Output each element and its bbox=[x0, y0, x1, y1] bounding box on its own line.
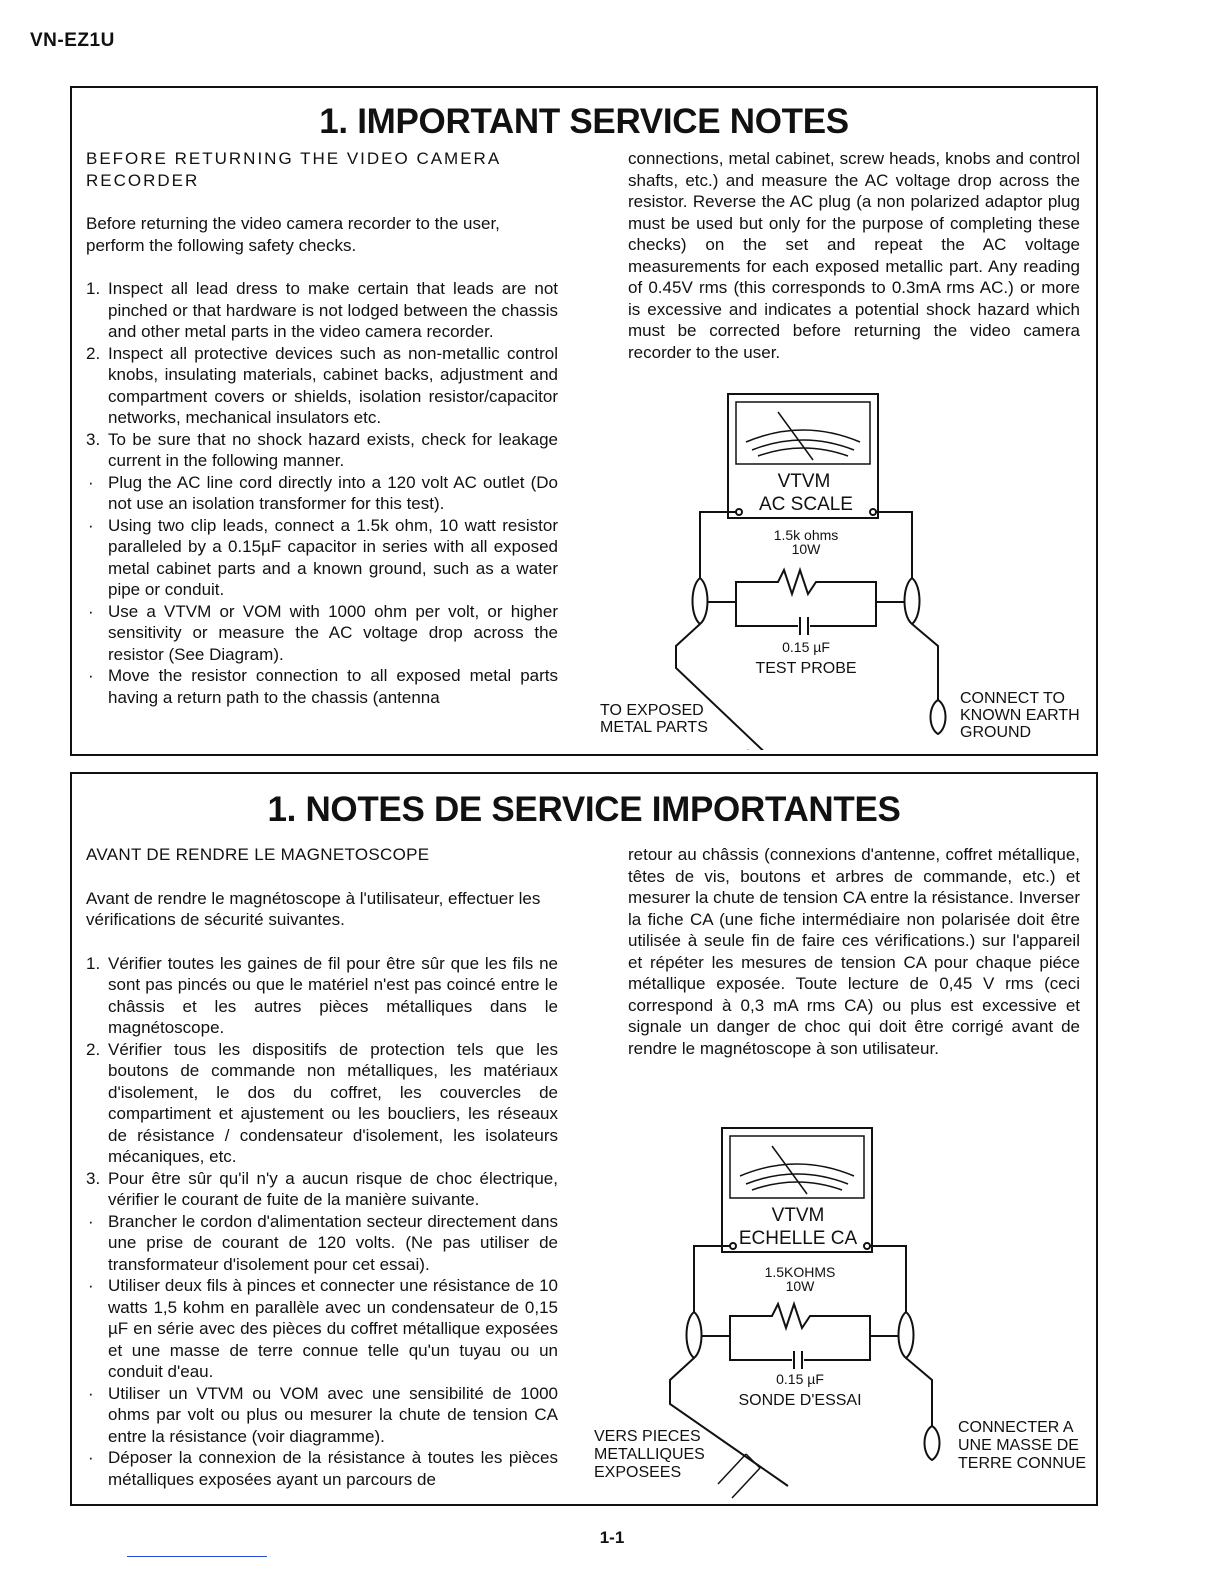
scale-label: ECHELLE CA bbox=[738, 1228, 858, 1249]
right-column bbox=[628, 844, 1080, 1059]
ground-label-line: GROUND bbox=[960, 724, 1032, 741]
resistor-label: 1.5KOHMS bbox=[764, 1264, 836, 1280]
left-clip-icon bbox=[693, 578, 708, 624]
bullet-item: · Using two clip leads, connect a 1.5k ohm, 10 watt resistor paralleled by a 0.15µF capacitor in series with all exposed metal cabinet parts and a known ground, such as a water pipe or conduit. bbox=[88, 515, 558, 599]
exposed-label-line: METALLIQUES bbox=[594, 1446, 705, 1463]
scale-label: AC SCALE bbox=[759, 494, 853, 515]
left-column bbox=[86, 844, 558, 1490]
resistor-icon bbox=[702, 1304, 898, 1336]
exposed-label-line: TO EXPOSED bbox=[600, 702, 704, 719]
english-notes-section bbox=[70, 86, 1098, 756]
list-item: 3. To be sure that no shock hazard exists, check for leakage current in the following manner. bbox=[86, 429, 558, 470]
list-item: 1. Vérifier toutes les gaines de fil pour être sûr que les fils ne sont pas pincés ou que le matériel n'est pas coincé entre le châssis et les autres pièces métalliques dans le magnétoscope. bbox=[86, 953, 558, 1037]
continued-paragraph: connections, metal cabinet, screw heads, knobs and control shafts, etc.) and measure the AC voltage drop across the resistor. Reverse the AC plug (a non polarized adaptor plug must be used but only for the purpose of completing these checks) on the set and repeat the AC voltage measurements for each exposed metallic part. Any reading of 0.45V rms (this corresponds to 0.3mA rms AC.) or more is excessive and indicates a potential shock hazard which must be corrected before returning the video camera recorder to the user. bbox=[628, 149, 1080, 362]
ground-label-line: CONNECTER A bbox=[958, 1419, 1074, 1436]
watt-label: 10W bbox=[791, 541, 821, 557]
ground-label-line: CONNECT TO bbox=[960, 690, 1065, 707]
intro-paragraph: Before returning the video camera recorder to the user, perform the following safety checks. bbox=[86, 214, 500, 255]
right-clip-icon bbox=[899, 1312, 914, 1358]
resistor-icon bbox=[708, 570, 904, 602]
footer-rule bbox=[127, 1556, 267, 1557]
leakage-test-diagram bbox=[598, 390, 1098, 750]
continued-paragraph: retour au châssis (connexions d'antenne, coffret métallique, têtes de vis, boutons et arbres de commande, etc.) et mesurer la chute de tension CA entre la résistance. Inverser la fiche CA (une fiche intermédiaire non polarisée doit être utilisée à seule fin de faire ces vérifications.) sur l'appareil et répéter les mesures de tension CA pour chaque piéce métallique exposée. Toute lecture de 0,45 V rms (ceci correspond à 0,3 mA rms CA) ou plus est excessive et signale un danger de choc qui doit être corrigé avant de rendre le magnétoscope à son utilisateur. bbox=[628, 845, 1080, 1058]
ground-clip-icon bbox=[931, 700, 946, 734]
resistor-label: 1.5k ohms bbox=[773, 527, 839, 543]
ground-label-line: TERRE CONNUE bbox=[958, 1455, 1087, 1472]
bullet-item: · Brancher le cordon d'alimentation secteur directement dans une prise de courant de 120 volts. (Ne pas utiliser de transformateur d'isolement pour cet essai). bbox=[88, 1211, 558, 1274]
capacitor-label: 0.15 µF bbox=[776, 1371, 824, 1387]
section-heading: AVANT DE RENDRE LE MAGNETOSCOPE bbox=[86, 845, 430, 864]
list-item: 1. Inspect all lead dress to make certain that leads are not pinched or that hardware is not lodged between the chassis and other metal parts in the video camera recorder. bbox=[86, 279, 558, 341]
bullet-item: · Utiliser deux fils à pinces et connecter une résistance de 10 watts 1,5 kohm en parallèle avec un condensateur de 0,15 µF en série avec des pièces du coffret métallique exposées et une masse de terre connue telle qu'un tuyau ou un conduit d'eau. bbox=[88, 1276, 558, 1381]
left-column bbox=[86, 148, 558, 708]
ground-label-line: KNOWN EARTH bbox=[960, 707, 1080, 724]
probe-label: SONDE D'ESSAI bbox=[738, 1392, 862, 1409]
bullet-item: · Move the resistor connection to all exposed metal parts having a return path to the chassis (antenna bbox=[88, 666, 558, 707]
model-number: VN-EZ1U bbox=[30, 30, 115, 51]
list-item: 2. Vérifier tous les dispositifs de protection tels que les boutons de commande non métalliques, les matériaux d'isolement, le dos du coffret, les couvercles de compartiment et ajustement ou les boucliers, les réseaux de résistance / condensateur d'isolement, les isolateurs mécaniques, etc. bbox=[86, 1039, 558, 1166]
exposed-label-line: VERS PIECES bbox=[594, 1428, 701, 1445]
meter-label: VTVM bbox=[771, 1205, 825, 1226]
right-clip-icon bbox=[905, 578, 920, 624]
french-notes-section bbox=[70, 772, 1098, 1506]
list-item: 2. Inspect all protective devices such as non-metallic control knobs, insulating materials, cabinet backs, adjustment and compartment covers or shields, isolation resistor/capacitor networks, mechanical insulators etc. bbox=[86, 343, 558, 427]
bullet-item: · Utiliser un VTVM ou VOM avec une sensibilité de 1000 ohms par volt ou plus ou mesurer la chute de tension CA entre la résistance (voir diagramme). bbox=[88, 1383, 558, 1446]
ground-clip-icon bbox=[925, 1426, 940, 1460]
capacitor-icon bbox=[730, 1336, 870, 1360]
intro-paragraph: Avant de rendre le magnétoscope à l'utilisateur, effectuer les vérifications de sécurité suivantes. bbox=[86, 888, 541, 929]
bullet-item: · Plug the AC line cord directly into a 120 volt AC outlet (Do not use an isolation transformer for this test). bbox=[88, 472, 558, 513]
exposed-label-line: METAL PARTS bbox=[600, 719, 708, 736]
ground-label-line: UNE MASSE DE bbox=[958, 1437, 1079, 1454]
bullet-item: · Use a VTVM or VOM with 1000 ohm per volt, or higher sensitivity or measure the AC voltage drop across the resistor (See Diagram). bbox=[88, 601, 558, 664]
watt-label: 10W bbox=[785, 1278, 815, 1294]
capacitor-icon bbox=[736, 602, 876, 626]
right-column bbox=[628, 148, 1080, 363]
exposed-label-line: EXPOSEES bbox=[594, 1464, 682, 1481]
capacitor-label: 0.15 µF bbox=[782, 639, 830, 655]
meter-label: VTVM bbox=[777, 471, 831, 492]
left-clip-icon bbox=[687, 1312, 702, 1358]
probe-label: TEST PROBE bbox=[755, 660, 857, 677]
section-heading: BEFORE RETURNING THE VIDEO CAMERA RECORDER bbox=[86, 149, 501, 190]
bullet-item: · Déposer la connexion de la résistance à toutes les pièces métalliques exposées ayant un parcours de bbox=[88, 1448, 558, 1489]
list-item: 3. Pour être sûr qu'il n'y a aucun risque de choc électrique, vérifier le courant de fuite de la manière suivante. bbox=[86, 1168, 558, 1209]
page-number: 1-1 bbox=[599, 1528, 625, 1547]
leakage-test-diagram bbox=[592, 1124, 1092, 1504]
section-title: 1. IMPORTANT SERVICE NOTES bbox=[319, 102, 849, 141]
section-title: 1. NOTES DE SERVICE IMPORTANTES bbox=[267, 790, 901, 829]
